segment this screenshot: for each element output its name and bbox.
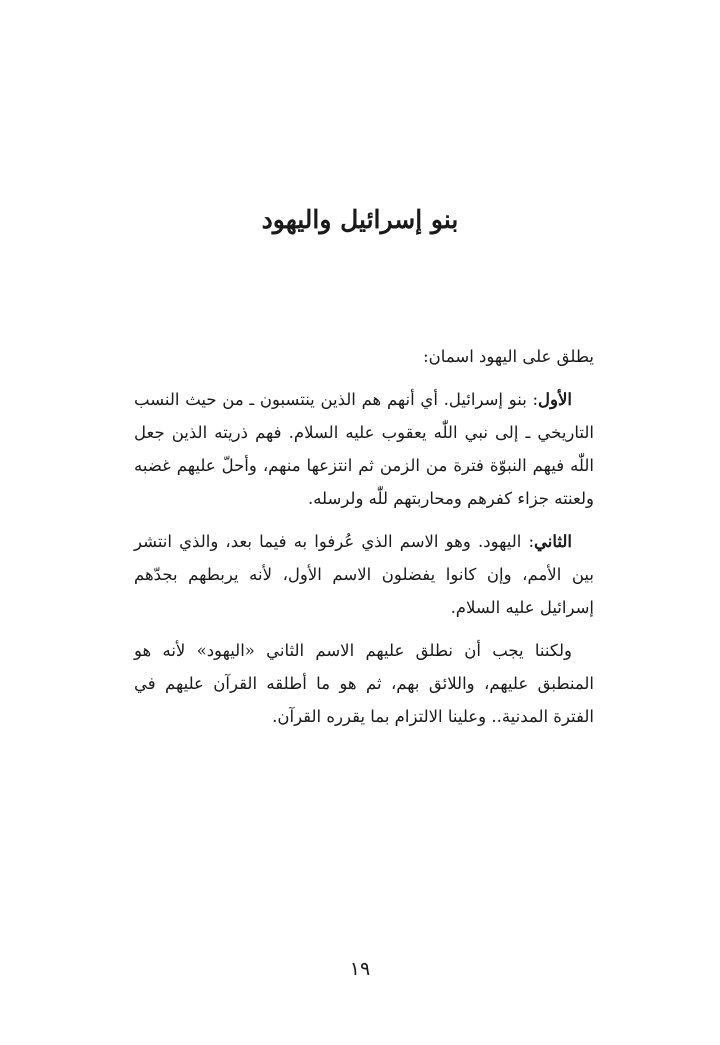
chapter-title: بنو إسرائيل واليهود	[261, 205, 459, 234]
body-text	[134, 340, 594, 743]
term-second: الثاني	[534, 532, 572, 551]
paragraph-conclusion	[134, 634, 594, 733]
paragraph-second-name	[134, 525, 594, 624]
paragraph-conclusion-text: ولكننا يجب أن نطلق عليهم الاسم الثاني «اليهود» لأنه هو المنطبق عليهم، واللائق بهم، ثم هو ما أطلقه القرآن عليهم في الفترة المدنية.. وعلينا الالتزام بما يقرره القرآن.	[134, 641, 594, 726]
paragraph-first-text: : بنو إسرائيل. أي أنهم هم الذين ينتسبون ـ من حيث النسب التاريخي ـ إلى نبي اللّٰه يعقوب عليه السلام. فهم ذريته الذين جعل اللّٰه فيهم النبوّة فترة من الزمن ثم انتزعها منهم، وأحلّ عليهم غضبه ولعنته جزاء كفرهم ومحاربتهم للّٰه ولرسله.	[134, 390, 594, 508]
paragraph-first-name	[134, 383, 594, 515]
page-number: ١٩	[349, 958, 371, 980]
term-first: الأول	[538, 390, 572, 409]
intro-line: يطلق على اليهود اسمان:	[423, 347, 594, 366]
paragraph-second-text: : اليهود. وهو الاسم الذي عُرفوا به فيما بعد، والذي انتشر بين الأمم، وإن كانوا يفضلون الاسم الأول، لأنه يربطهم بجدّهم إسرائيل عليه السلام.	[134, 532, 594, 617]
